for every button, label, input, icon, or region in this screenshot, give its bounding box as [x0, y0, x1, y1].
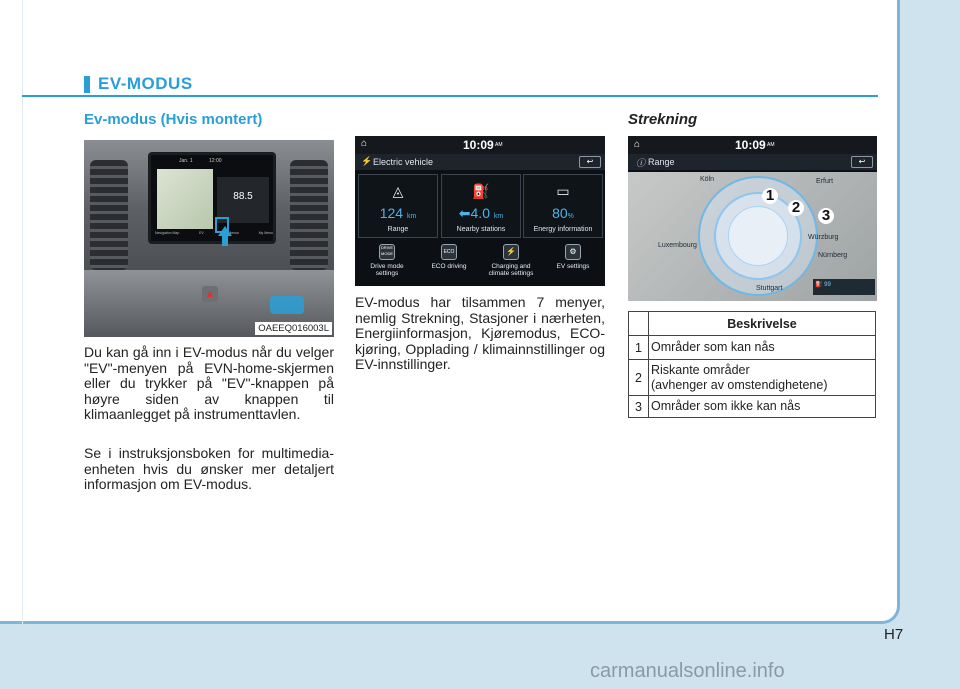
map-clock-ampm: AM [767, 142, 775, 148]
drive-mode-label: Drive mode settings [370, 263, 404, 277]
section-marker [84, 76, 90, 93]
row-number: 2 [629, 360, 649, 396]
home-icon[interactable]: ⌂ [361, 138, 368, 149]
screen-tab-navigation: Navigation Map [155, 231, 180, 235]
city-label: Köln [700, 176, 715, 183]
nearby-stations-card[interactable] [441, 174, 521, 238]
page-margin-line [22, 0, 23, 624]
screen-radio-frequency: 88.5 [217, 177, 269, 223]
screen-map-thumbnail [157, 169, 213, 229]
dashboard-photo [84, 140, 334, 337]
plug-icon: ⚡ [361, 156, 373, 166]
drive-mode-button[interactable] [359, 244, 415, 284]
left-heading: Ev-modus (Hvis montert) [84, 111, 263, 128]
map-title-bar [628, 154, 877, 170]
city-label: Würzburg [808, 234, 839, 241]
clock: 10:09 [463, 138, 494, 152]
screen-tab-all-menus: All Menus [223, 231, 239, 235]
row-description [649, 336, 876, 360]
charging-climate-button[interactable] [483, 244, 539, 284]
fuel-icon: ⛽ [815, 282, 823, 288]
right-heading: Strekning [628, 111, 698, 128]
range-label: Range [387, 226, 409, 233]
page-number: H7 [884, 626, 904, 643]
paragraph-reference: Se i instruksjonsboken for multimedia-enheten hvis du ønsker mer detaljert informasjon om EV-modus. [84, 445, 334, 492]
map-title: Range [648, 157, 675, 167]
row-number: 3 [629, 396, 649, 418]
ev-settings-label: EV settings [556, 263, 590, 270]
zone-number-2: 2 [788, 200, 804, 216]
table-row [629, 396, 876, 418]
charging-icon: ⚡ [503, 244, 519, 260]
row-text-sub: (avhenger av omstendighetene) [651, 377, 828, 392]
map-clock: 10:09 [735, 138, 766, 152]
charging-station-icon: ⛽ [472, 183, 490, 199]
stations-label: Nearby stations [456, 226, 506, 233]
eco-driving-button[interactable] [421, 244, 477, 284]
map-info-value: 99 [824, 282, 831, 288]
zone-number-3: 3 [818, 208, 834, 224]
status-bar [355, 136, 605, 154]
section-title: EV-MODUS [98, 74, 193, 93]
row-number: 1 [629, 336, 649, 360]
screen-tab-my-menu: My Menu [258, 231, 273, 235]
row-text: Områder som ikke kan nås [651, 399, 801, 413]
arrow-stem [222, 236, 228, 246]
description-table [628, 311, 876, 418]
table-row [629, 360, 876, 396]
screen-title: Electric vehicle [373, 157, 434, 167]
hazard-icon: ▲ [202, 286, 218, 302]
range-value: 124 [379, 205, 404, 221]
row-text: Områder som kan nås [651, 340, 775, 354]
map-area[interactable] [628, 172, 877, 301]
city-label: Stuttgart [756, 285, 783, 292]
left-air-vent [90, 160, 128, 270]
arrow-up-icon [218, 226, 232, 236]
section-rule [22, 95, 878, 97]
ev-button-highlight [270, 296, 304, 314]
battery-icon: ▭ [556, 183, 570, 199]
right-air-vent [290, 160, 328, 270]
table-header-blank [629, 312, 649, 336]
city-label: Luxembourg [658, 242, 697, 249]
row-description [649, 360, 876, 396]
title-bar [355, 154, 605, 170]
photo-screen-time: 12:00 [209, 158, 222, 164]
watermark: carmanualsonline.info [590, 660, 785, 682]
compass-icon: ◬ [392, 183, 404, 199]
info-icon: ⓘ [636, 158, 646, 168]
photo-caption: OAEEQ016003L [255, 322, 332, 335]
energy-value: 80 [552, 205, 568, 221]
stations-unit: km [493, 213, 504, 220]
ev-mode-screen [355, 136, 605, 286]
reachable-ring [728, 206, 788, 266]
map-status-bar [628, 136, 877, 154]
back-icon[interactable]: ↩ [579, 156, 601, 168]
eco-icon: ECO [441, 244, 457, 260]
drive-mode-icon: DRIVE MODE [379, 244, 395, 260]
screen-tab-ev: EV [199, 231, 204, 235]
city-label: Nürnberg [818, 252, 848, 259]
charging-climate-label: Charging and climate settings [488, 263, 534, 277]
table-header: Beskrivelse [649, 312, 876, 336]
energy-information-card[interactable] [523, 174, 603, 238]
range-map-screen [628, 136, 877, 301]
paragraph-access: Du kan gå inn i EV-modus når du velger "EV"-menyen på EVN-home-skjermen eller du trykker på "EV"-knappen på høyre siden av knappen til klimaanlegget på instrumenttavlen. [84, 344, 334, 422]
gear-icon: ⚙ [565, 244, 581, 260]
eco-driving-label: ECO driving [431, 263, 467, 270]
stations-value: 4.0 [470, 205, 490, 221]
row-description [649, 396, 876, 418]
ev-settings-button[interactable] [545, 244, 601, 284]
energy-label: Energy information [533, 226, 593, 233]
range-card[interactable] [358, 174, 438, 238]
map-home-icon[interactable]: ⌂ [634, 139, 641, 150]
city-label: Erfurt [816, 178, 834, 185]
table-row [629, 336, 876, 360]
map-info-box [813, 279, 875, 295]
energy-unit: % [567, 213, 574, 220]
map-back-icon[interactable]: ↩ [851, 156, 873, 168]
photo-screen-date: Jan. 1 [179, 158, 193, 164]
paragraph-menus: EV-modus har tilsammen 7 menyer, nemlig Strekning, Stasjoner i nærheten, Energiinformasjon, Kjøremodus, ECO-kjøring, Opplading / klimainnstillinger og EV-innstillinger. [355, 294, 605, 372]
infotainment-screen [148, 152, 276, 244]
row-text: Riskante områder [651, 362, 750, 377]
zone-number-1: 1 [762, 188, 778, 204]
clock-ampm: AM [495, 142, 503, 148]
arrow-left-icon: ⬅ [458, 205, 471, 221]
range-unit: km [406, 213, 417, 220]
